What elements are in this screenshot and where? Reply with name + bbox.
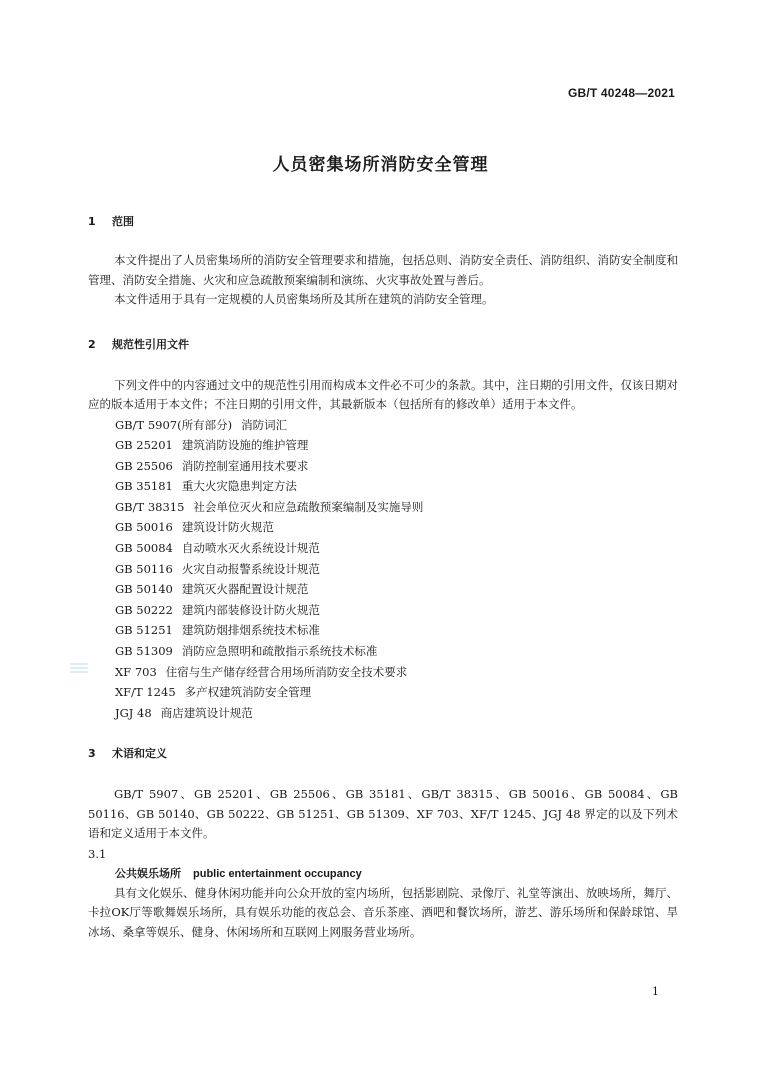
reference-item: GB 50222 建筑内部装修设计防火规范 (115, 602, 320, 617)
reference-item: XF/T 1245 多产权建筑消防安全管理 (115, 685, 312, 700)
references-intro: 下列文件中的内容通过文中的规范性引用而构成本文件必不可少的条款。其中，注日期的引用文件，仅该日期对应的版本适用于本文件；不注日期的引用文件，其最新版本（包括所有的修改单）适用于本文件。 (88, 377, 678, 411)
term-number: 3.1 (88, 846, 107, 861)
term-definition: 具有文化娱乐、健身休闲功能并向公众开放的室内场所，包括影剧院、录像厅、礼堂等演出、放映场所，舞厅、卡拉OK厅等歌舞娱乐场所，具有娱乐功能的夜总会、音乐茶座、酒吧和餐饮场所，游艺、游乐场所和保龄球馆、旱冰场、桑拿等娱乐、健身、休闲场所和互联网上网服务营业场所。 (88, 885, 678, 939)
reference-item: GB/T 5907(所有部分) 消防词汇 (115, 417, 288, 432)
reference-item: GB 50116 火灾自动报警系统设计规范 (115, 561, 320, 576)
section-heading-terms: 3 术语和定义 (88, 747, 167, 761)
section-heading-scope: 1 范围 (88, 215, 134, 228)
reference-list (88, 415, 678, 724)
scope-paragraph-2: 本文件适用于具有一定规模的人员密集场所及其所在建筑的消防安全管理。 (114, 292, 494, 306)
reference-item: GB 35181 重大火灾隐患判定方法 (115, 479, 297, 494)
doc-code: GB/T 40248—2021 (567, 86, 675, 100)
document-body (88, 213, 678, 942)
reference-item: GB 25201 建筑消防设施的维护管理 (115, 438, 309, 453)
reference-item: XF 703 住宿与生产储存经营合用场所消防安全技术要求 (115, 664, 408, 679)
page-number: 1 (652, 985, 659, 998)
term-zh: 公共娱乐场所 (115, 866, 181, 880)
reference-item: GB 50016 建筑设计防火规范 (115, 520, 274, 535)
term-en: public entertainment occupancy (193, 867, 362, 880)
page-title: 人员密集场所消防安全管理 (272, 155, 489, 175)
reference-item: GB 51251 建筑防烟排烟系统技术标准 (115, 623, 320, 638)
term-heading (88, 864, 678, 884)
reference-item: JGJ 48 商店建筑设计规范 (115, 705, 253, 720)
reference-item: GB/T 38315 社会单位灭火和应急疏散预案编制及实施导则 (115, 499, 424, 514)
reference-item: GB 50140 建筑灭火器配置设计规范 (115, 582, 309, 597)
margin-mark (70, 663, 88, 677)
section-heading-normative-references: 2 规范性引用文件 (88, 337, 189, 351)
scope-paragraph-1: 本文件提出了人员密集场所的消防安全管理要求和措施，包括总则、消防安全责任、消防组织、消防安全制度和管理、消防安全措施、火灾和应急疏散预案编制和演练、火灾事故处置与善后。 (88, 253, 678, 287)
terms-intro: GB/T 5907、GB 25201、GB 25506、GB 35181、GB/T 38315、GB 50016、GB 50084、GB 50116、GB 50140、GB 50222、GB 51251、GB 51309、XF 703、XF/T 1245、JGJ 48 界定的以及下列术语和定义适用于本文件。 (88, 787, 678, 841)
reference-item: GB 51309 消防应急照明和疏散指示系统技术标准 (115, 644, 378, 659)
reference-item: GB 50084 自动喷水灭火系统设计规范 (115, 541, 320, 556)
reference-item: GB 25506 消防控制室通用技术要求 (115, 458, 309, 473)
